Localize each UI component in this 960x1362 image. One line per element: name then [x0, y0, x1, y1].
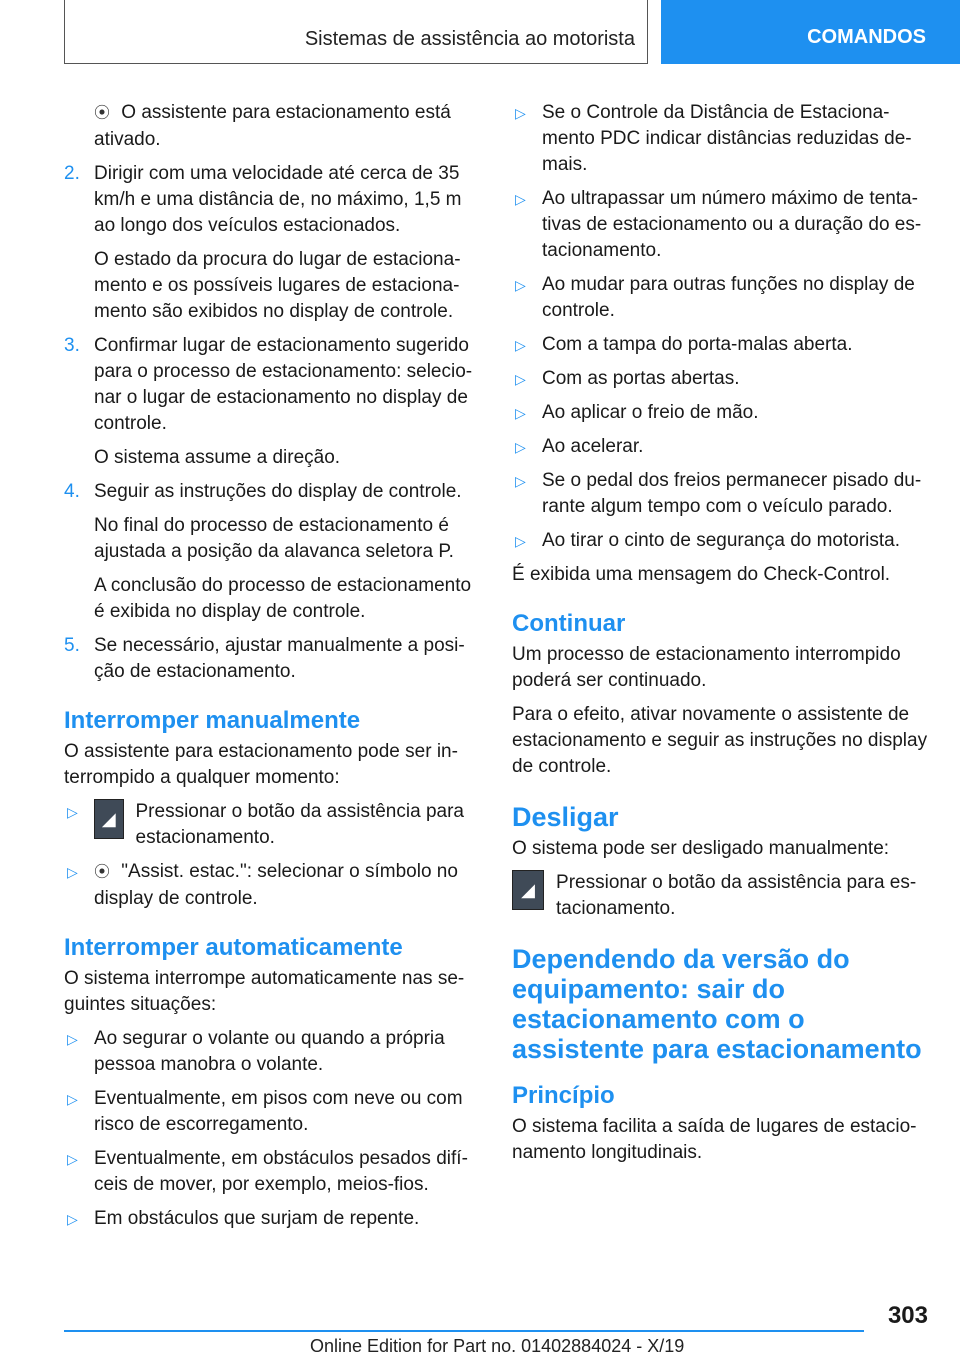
auto-interrupt-text: O sistema interrompe automaticamente nas seguintes situações:	[64, 968, 465, 1015]
exit-heading: Dependendo da versão do equipamento: sair do estacionamento com o assistente para estacionamento	[512, 944, 922, 1064]
list-item: 3. Confirmar lugar de estacionamento sugerido para o processo de estacionamento: selecionar o lugar de estacionamento no display de controle.	[64, 335, 473, 434]
checkcontrol-text: É exibida uma mensagem do Check-Control.	[512, 564, 891, 585]
bullet-triangle-icon: ▷	[515, 191, 526, 207]
continue-text: Para o efeito, ativar novamente o assistente de estacionamento e seguir as instruções no display de controle.	[512, 704, 928, 777]
header-frame	[64, 0, 648, 64]
continue-heading: Continuar	[512, 610, 626, 637]
bullet-triangle-icon: ▷	[515, 439, 526, 455]
manual-interrupt-text: O assistente para estacionamento pode ser interrompido a qualquer momento:	[64, 741, 458, 788]
auto-interrupt-heading: Interromper automaticamente	[64, 934, 403, 961]
list-item: ▷ ◢ Pressionar o botão da assistência para estacionamento.	[67, 801, 464, 848]
bullet-triangle-icon: ▷	[515, 533, 526, 549]
park-assist-icon: ⦿	[94, 864, 111, 881]
manual-interrupt-heading: Interromper manualmente	[64, 707, 361, 734]
bullet-triangle-icon: ▷	[67, 804, 78, 820]
list-item-note: No final do processo de estacionamento é ajustada a posição da alavanca seletora P.	[94, 515, 454, 562]
list-item: ▷ Em obstáculos que surjam de repente.	[64, 1206, 478, 1232]
bullet-triangle-icon: ▷	[67, 1031, 78, 1047]
bullet-triangle-icon: ▷	[515, 105, 526, 121]
list-item: 4. Seguir as instruções do display de controle.	[64, 481, 462, 502]
park-assist-icon: ⦿	[94, 105, 111, 122]
page-number: 303	[887, 1302, 928, 1329]
footer-divider	[64, 1330, 864, 1332]
right-column	[512, 100, 930, 1174]
bullet-triangle-icon: ▷	[515, 371, 526, 387]
off-text: O sistema pode ser desligado manualmente:	[512, 838, 890, 859]
bullet-triangle-icon: ▷	[515, 473, 526, 489]
park-assist-button-icon: ◢	[512, 870, 544, 910]
list-item: ▷ Ao segurar o volante ou quando a própria pessoa manobra o volante.	[67, 1028, 445, 1075]
bullet-triangle-icon: ▷	[67, 1211, 78, 1227]
list-item: ▷ Ao mudar para outras funções no display de controle.	[515, 274, 915, 321]
section-title: Sistemas de assistência ao motorista	[304, 28, 635, 50]
list-item: 5. Se necessário, ajustar manualmente a posição de estacionamento.	[64, 635, 465, 682]
chapter-tab[interactable]: COMANDOS	[661, 0, 960, 64]
bullet-triangle-icon: ▷	[515, 337, 526, 353]
bullet-triangle-icon: ▷	[67, 1151, 78, 1167]
continue-text: Um processo de estacionamento interrompido poderá ser continuado.	[512, 644, 901, 691]
list-item-note: O sistema assume a direção.	[94, 447, 341, 468]
off-button-row: ◢ Pressionar o botão da assistência para estacionamento.	[512, 870, 930, 922]
list-item: ▷ Eventualmente, em pisos com neve ou com risco de escorregamento.	[67, 1088, 463, 1135]
list-item: ▷ Ao acelerar.	[512, 434, 930, 460]
bullet-triangle-icon: ▷	[515, 405, 526, 421]
bullet-triangle-icon: ▷	[67, 864, 78, 880]
principle-heading: Princípio	[512, 1082, 615, 1109]
list-item: ▷ Ao ultrapassar um número máximo de tentativas de estacionamento ou a duração do estacionamento.	[515, 188, 922, 261]
principle-text: O sistema facilita a saída de lugares de estacionamento longitudinais.	[512, 1116, 917, 1163]
intro-paragraph: ⦿ O assistente para estacionamento está ativado.	[94, 102, 451, 150]
bullet-triangle-icon: ▷	[67, 1091, 78, 1107]
off-heading: Desligar	[512, 802, 619, 832]
park-assist-button-icon: ◢	[94, 799, 124, 839]
list-item: ▷ Eventualmente, em obstáculos pesados difíceis de mover, por exemplo, meios-fios.	[67, 1148, 468, 1195]
left-column	[64, 100, 478, 1240]
list-item: 2. Dirigir com uma velocidade até cerca de 35 km/h e uma distância de, no máximo, 1,5 m ao longo dos veículos estacionados.	[64, 163, 462, 236]
list-item: ▷ Com as portas abertas.	[512, 366, 930, 392]
list-item-note: O estado da procura do lugar de estacionamento e os possíveis lugares de estacionamento são exibidos no display de controle.	[94, 249, 461, 322]
list-item: ▷ Se o Controle da Distância de Estacionamento PDC indicar distâncias reduzidas demais.	[515, 102, 912, 175]
list-item: ▷ Com a tampa do porta-malas aberta.	[512, 332, 930, 358]
list-item: ▷ ⦿ "Assist. estac.": selecionar o símbolo no display de controle.	[67, 861, 458, 909]
list-item: ▷ Se o pedal dos freios permanecer pisado durante algum tempo com o veículo parado.	[515, 470, 922, 517]
bullet-triangle-icon: ▷	[515, 277, 526, 293]
list-item: ▷ Ao aplicar o freio de mão.	[512, 400, 930, 426]
list-item: ▷ Ao tirar o cinto de segurança do motorista.	[512, 528, 930, 554]
list-item-note: A conclusão do processo de estacionamento é exibida no display de controle.	[94, 575, 472, 622]
edition-footer: Online Edition for Part no. 01402884024 - X/19	[310, 1336, 685, 1356]
